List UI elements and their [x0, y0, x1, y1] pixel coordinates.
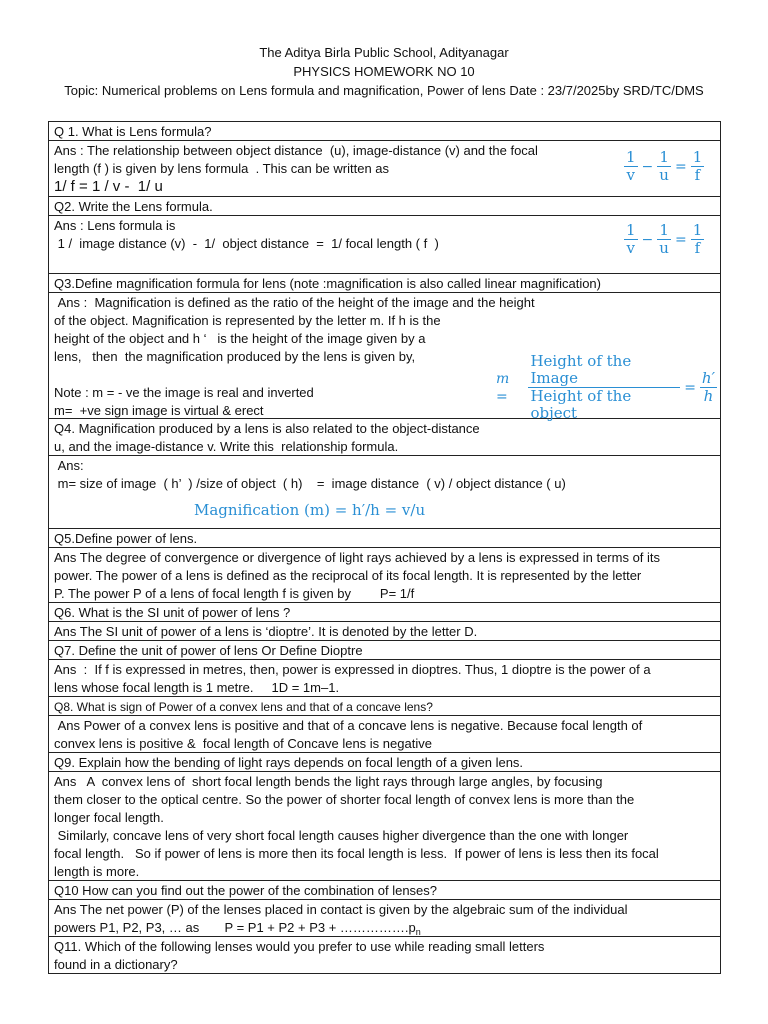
q1-f-den2: u [659, 166, 669, 184]
q2-f-den3: f [694, 239, 701, 257]
q2-f-minus: − [641, 231, 654, 248]
q4-magnification-formula: Magnification (m) = h′/h = v/u [194, 501, 426, 519]
q7-answer-row [48, 660, 721, 697]
q7-question-row [48, 641, 721, 660]
q3-answer-line-5: Note : m = - ve the image is real and inverted [54, 385, 314, 400]
q2-f-num3: 1 [692, 221, 703, 239]
question-table [48, 121, 721, 974]
q1-f-num1: 1 [626, 148, 636, 166]
q2-question-row [48, 197, 721, 216]
q1-answer-line-2: length (f ) is given by lens formula . This can be written as [54, 161, 390, 176]
q3-answer-line-1: Ans : Magnification is defined as the ratio of the height of the image and the height [54, 295, 535, 310]
q9-question-row [48, 753, 721, 772]
q8-answer-line-2: convex lens is positive & focal length of Concave lens is negative [54, 736, 432, 751]
q9-answer-line-5: focal length. So if power of lens is more then its focal length is less. If power of lens is less then its focal [54, 846, 659, 861]
q1-question-row [48, 122, 721, 141]
q1-answer-line-1: Ans : The relationship between object distance (u), image-distance (v) and the focal [54, 143, 538, 158]
q9-answer-line-2: them closer to the optical centre. So the power of shorter focal length of convex lens is more than the [54, 792, 635, 807]
q6-question-row [48, 603, 721, 622]
q7-answer-line-2: lens whose focal length is 1 metre. 1D = 1m–1. [54, 680, 340, 695]
page-header [0, 43, 768, 100]
q3-f-m: m = [496, 370, 510, 405]
q4-answer-line-2: m= size of image ( h’ ) /size of object ( h) = image distance ( v) / object distance ( u) [54, 476, 566, 491]
q6-answer-row [48, 622, 721, 641]
q10-answer-line-2-text: powers P1, P2, P3, … as P = P1 + P2 + P3 + …………….p [54, 920, 416, 935]
q8-answer-row [48, 716, 721, 753]
q3-answer-line-4: lens, then the magnification produced by the lens is given by, [54, 349, 416, 364]
q4-question-line-1: Q4. Magnification produced by a lens is also related to the object-distance [54, 421, 480, 436]
homework-title: PHYSICS HOMEWORK NO 10 [293, 64, 475, 79]
q2-answer-line-1: Ans : Lens formula is [54, 218, 176, 233]
q4-answer-row [48, 456, 721, 529]
q1-answer-line-3: 1/ f = 1 / v - 1/ u [54, 178, 163, 195]
q1-question: Q 1. What is Lens formula? [54, 124, 212, 139]
topic-line: Topic: Numerical problems on Lens formula and magnification, Power of lens Date : 23/7/2025by SRD/TC/DMS [64, 83, 704, 98]
q3-question: Q3.Define magnification formula for lens (note :magnification is also called linear magnification) [54, 276, 601, 291]
q3-answer-line-6: m= +ve sign image is virtual & erect [54, 403, 264, 418]
q5-answer-line-1: Ans The degree of convergence or divergence of light rays achieved by a lens is expressed in terms of its [54, 550, 661, 565]
q10-subscript-n: n [415, 927, 421, 937]
q3-f-num2: h′ [701, 369, 715, 387]
q7-answer-line-1: Ans : If f is expressed in metres, then, power is expressed in dioptres. Thus, 1 dioptre is the power of a [54, 662, 651, 677]
q1-answer-row [48, 141, 721, 197]
q9-answer-line-3: longer focal length. [54, 810, 164, 825]
q5-question: Q5.Define power of lens. [54, 531, 198, 546]
q3-answer-line-3: height of the object and h ‘ is the height of the image given by a [54, 331, 426, 346]
q8-question: Q8. What is sign of Power of a convex lens and that of a concave lens? [54, 700, 433, 714]
q10-answer-row [48, 900, 721, 937]
q3-f-num1: Height of the Image [528, 353, 680, 388]
q4-question-row [48, 419, 721, 456]
q6-answer: Ans The SI unit of power of a lens is ‘dioptre’. It is denoted by the letter D. [54, 624, 478, 639]
q2-f-num1: 1 [626, 221, 636, 239]
q3-f-equals: = [684, 379, 696, 396]
q1-f-equals: = [674, 158, 687, 175]
q2-f-den1: v [626, 239, 636, 257]
q2-answer-line-2: 1 / image distance (v) - 1/ object distance = 1/ focal length ( f ) [54, 236, 439, 251]
q2-f-den2: u [659, 239, 669, 257]
q2-answer-row [48, 216, 721, 274]
q9-question: Q9. Explain how the bending of light rays depends on focal length of a given lens. [54, 755, 524, 770]
q10-question-row [48, 881, 721, 900]
q8-answer-line-1: Ans Power of a convex lens is positive and that of a concave lens is negative. Because focal length of [54, 718, 643, 733]
q9-answer-line-4: Similarly, concave lens of very short focal length causes higher divergence than the one with longer [54, 828, 629, 843]
q9-answer-row [48, 772, 721, 881]
q11-question-line-2: found in a dictionary? [54, 957, 178, 972]
q4-question-line-2: u, and the image-distance v. Write this relationship formula. [54, 439, 399, 454]
q10-answer-line-1: Ans The net power (P) of the lenses placed in contact is given by the algebraic sum of the individual [54, 902, 628, 917]
q1-f-num2: 1 [659, 148, 669, 166]
q3-f-den1: Height of the object [530, 387, 632, 422]
q1-f-den3: f [694, 166, 701, 184]
q1-f-num3: 1 [692, 148, 703, 166]
q1-f-den1: v [626, 166, 636, 184]
school-name: The Aditya Birla Public School, Adityanagar [259, 45, 509, 60]
q2-lens-formula [621, 222, 707, 257]
q3-answer-row [48, 293, 721, 422]
q5-answer-line-2: power. The power of a lens is defined as the reciprocal of its focal length. It is represented by the letter [54, 568, 642, 583]
q3-magnification-formula [495, 353, 720, 422]
q3-question-row [48, 274, 721, 293]
q2-question: Q2. Write the Lens formula. [54, 199, 213, 214]
q5-question-row [48, 529, 721, 548]
q6-question: Q6. What is the SI unit of power of lens ? [54, 605, 291, 620]
q1-f-minus: − [641, 158, 654, 175]
q8-question-row [48, 697, 721, 716]
q2-f-num2: 1 [659, 221, 669, 239]
q3-answer-line-2: of the object. Magnification is represented by the letter m. If h is the [54, 313, 441, 328]
q9-answer-line-6: length is more. [54, 864, 140, 879]
q11-question-row [48, 937, 721, 974]
q10-question: Q10 How can you find out the power of the combination of lenses? [54, 883, 438, 898]
q9-answer-line-1: Ans A convex lens of short focal length bends the light rays through large angles, by focusing [54, 774, 603, 789]
q5-answer-row [48, 548, 721, 603]
q3-f-den2: h [703, 387, 714, 405]
q7-question: Q7. Define the unit of power of lens Or Define Dioptre [54, 643, 363, 658]
q1-lens-formula [621, 149, 707, 184]
q2-f-equals: = [674, 231, 687, 248]
q11-question-line-1: Q11. Which of the following lenses would you prefer to use while reading small letters [54, 939, 545, 954]
q4-answer-line-1: Ans: [54, 458, 84, 473]
q5-answer-line-3: P. The power P of a lens of focal length f is given by P= 1/f [54, 586, 415, 601]
